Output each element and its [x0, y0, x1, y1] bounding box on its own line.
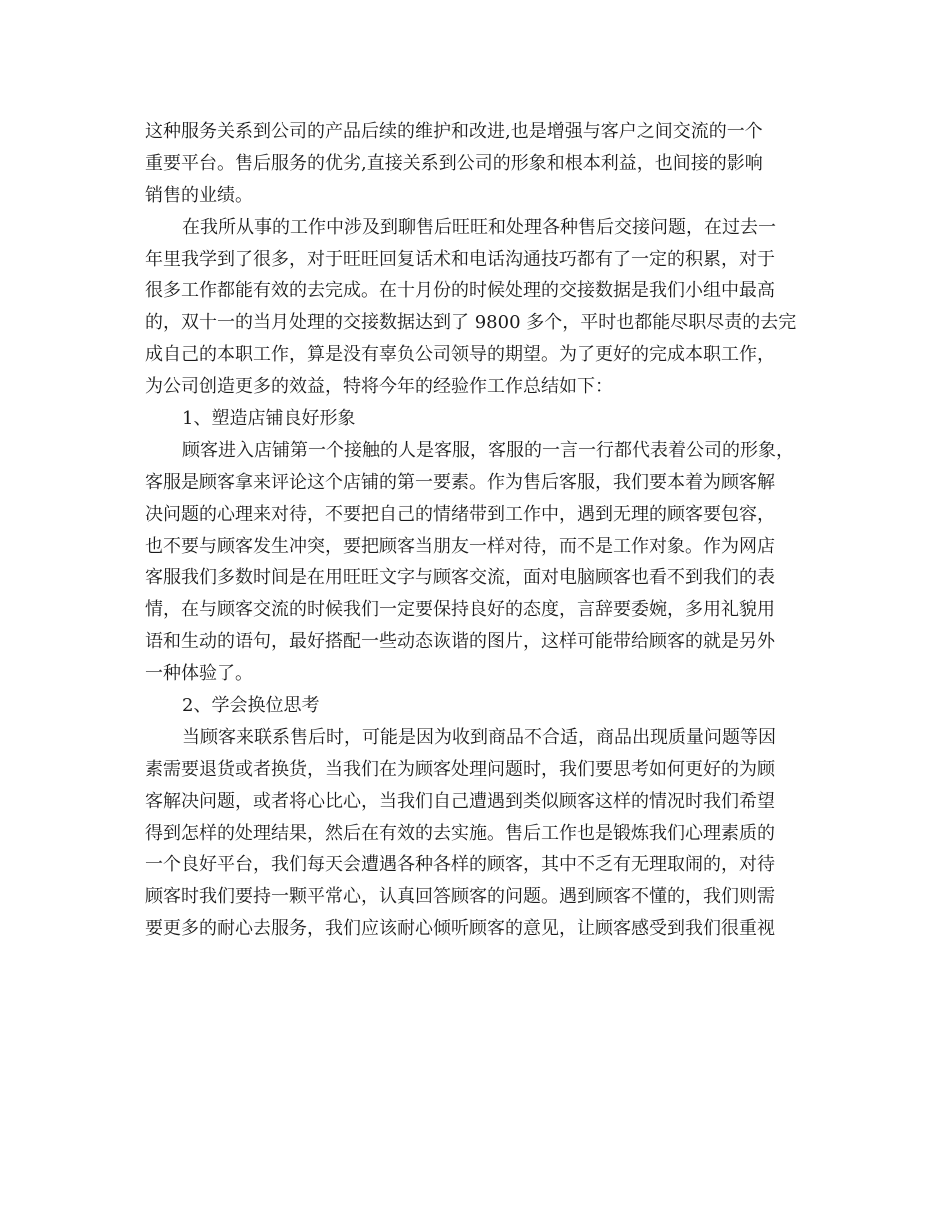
text-line: 一种体验了。: [145, 663, 253, 685]
text-line: 年里我学到了很多，对于旺旺回复话术和电话沟通技巧都有了一定的积累，对于: [145, 248, 775, 270]
text-line: 一个良好平台，我们每天会遭遇各种各样的顾客，其中不乏有无理取闹的，对待: [145, 854, 775, 876]
text-line: 素需要退货或者换货，当我们在为顾客处理问题时，我们要思考如何更好的为顾: [145, 758, 775, 780]
text-line: 顾客时我们要持一颗平常心，认真回答顾客的问题。遇到顾客不懂的，我们则需: [145, 886, 775, 908]
text-line: 销售的业绩。: [145, 184, 253, 206]
text-line: 成自己的本职工作，算是没有辜负公司领导的期望。为了更好的完成本职工作，: [145, 344, 775, 366]
paragraph-first-line: 当顾客来联系售后时，可能是因为收到商品不合适，商品出现质量问题等因: [182, 726, 776, 748]
section-heading: 2、学会换位思考: [182, 695, 320, 717]
section-heading: 1、塑造店铺良好形象: [182, 408, 356, 430]
paragraph-first-line: 顾客进入店铺第一个接触的人是客服，客服的一言一行都代表着公司的形象，: [182, 439, 794, 461]
text-line: 也不要与顾客发生冲突，要把顾客当朋友一样对待，而不是工作对象。作为网店: [145, 535, 775, 557]
text-line: 客服我们多数时间是在用旺旺文字与顾客交流，面对电脑顾客也看不到我们的表: [145, 567, 775, 589]
text-line: 重要平台。售后服务的优劣,直接关系到公司的形象和根本利益，也间接的影响: [145, 152, 763, 174]
text-line: 语和生动的语句，最好搭配一些动态诙谐的图片，这样可能带给顾客的就是另外: [145, 631, 775, 653]
text-line: 为公司创造更多的效益，特将今年的经验作工作总结如下：: [145, 376, 613, 398]
paragraph-first-line: 在我所从事的工作中涉及到聊售后旺旺和处理各种售后交接问题，在过去一: [182, 216, 776, 238]
text-line: 客解决问题，或者将心比心，当我们自己遭遇到类似顾客这样的情况时我们希望: [145, 790, 775, 812]
text-line: 很多工作都能有效的去完成。在十月份的时候处理的交接数据是我们小组中最高: [145, 280, 775, 302]
text-line: 这种服务关系到公司的产品后续的维护和改进,也是增强与客户之间交流的一个: [145, 121, 763, 142]
text-line: 决问题的心理来对待，不要把自己的情绪带到工作中，遇到无理的顾客要包容，: [145, 503, 775, 525]
text-line: 的，双十一的当月处理的交接数据达到了 9800 多个，平时也都能尽职尽责的去完: [145, 312, 797, 334]
text-line: 情，在与顾客交流的时候我们一定要保持良好的态度，言辞要委婉，多用礼貌用: [145, 599, 775, 621]
text-line: 客服是顾客拿来评论这个店铺的第一要素。作为售后客服，我们要本着为顾客解: [145, 471, 775, 493]
text-line: 要更多的耐心去服务，我们应该耐心倾听顾客的意见，让顾客感受到我们很重视: [145, 918, 775, 940]
document-body: [145, 116, 805, 945]
text-line: 得到怎样的处理结果，然后在有效的去实施。售后工作也是锻炼我们心理素质的: [145, 822, 775, 844]
